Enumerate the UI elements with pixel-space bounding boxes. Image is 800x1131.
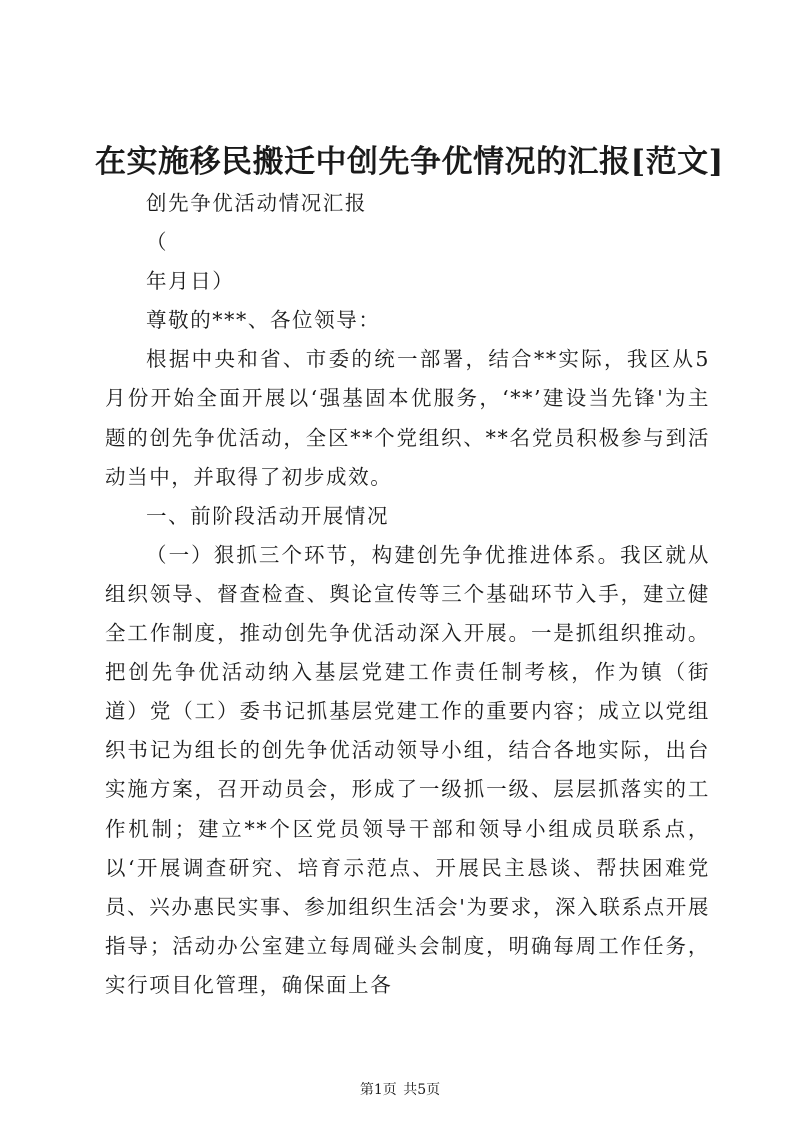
page-number: 第1页 bbox=[359, 1082, 397, 1098]
paragraph-salutation: 尊敬的***、各位领导： bbox=[146, 308, 381, 333]
paragraph-date: 年月日） bbox=[146, 269, 235, 294]
paragraph-intro: 根据中央和省、市委的统一部署，结合**实际，我区从5月份开始全面开展以‘强基固本优服务，‘**’建设当先锋'为主题的创先争优活动，全区**个党组织、**名党员积极参与到活动当中，并取得了初步成效。 bbox=[105, 347, 710, 489]
page-footer bbox=[0, 1080, 800, 1100]
paragraph-subtitle: 创先争优活动情况汇报 bbox=[146, 191, 367, 215]
page-total: 共5页 bbox=[403, 1082, 441, 1098]
paragraph-open-paren: （ bbox=[146, 230, 169, 255]
document-title: 在实施移民搬迁中创先争优情况的汇报[范文] bbox=[95, 144, 724, 180]
paragraph-section-heading: 一、前阶段活动开展情况 bbox=[146, 503, 390, 528]
document-body bbox=[105, 184, 710, 1005]
paragraph-section-body: （一）狠抓三个环节，构建创先争优推进体系。我区就从组织领导、督查检查、舆论宣传等三个基础环节入手，建立健全工作制度，推动创先争优活动深入开展。一是抓组织推动。把创先争优活动纳入基层党建工作责任制考核，作为镇（街道）党（工）委书记抓基层党建工作的重要内容；成立以党组织书记为组长的创先争优活动领导小组，结合各地实际，出台实施方案，召开动员会，形成了一级抓一级、层层抓落实的工作机制；建立**个区党员领导干部和领导小组成员联系点，以‘开展调查研究、培育示范点、开展民主恳谈、帮扶困难党员、兴办惠民实事、参加组织生活会'为要求，深入联系点开展指导；活动办公室建立每周碰头会制度，明确每周工作任务，实行项目化管理，确保面上各 bbox=[105, 542, 710, 997]
